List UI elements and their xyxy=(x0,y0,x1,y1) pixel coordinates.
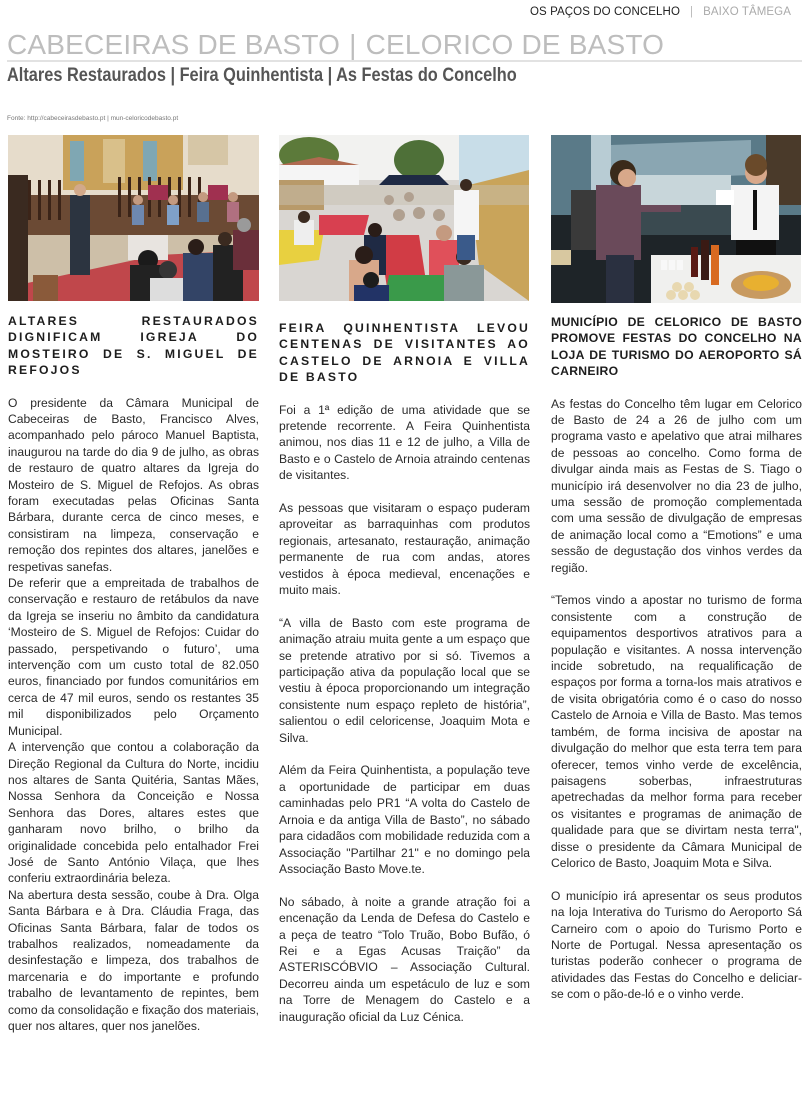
municipality-1: CABECEIRAS DE BASTO xyxy=(7,29,341,60)
airport-wine-tasting-photo xyxy=(551,135,801,303)
source-credit: Fonte: http://cabeceirasdebasto.pt | mun-celoricodebasto.pt xyxy=(7,115,179,122)
section-label[interactable]: OS PAÇOS DO CONCELHO xyxy=(529,6,680,18)
article-title: MUNICÍPIO DE CELORICO DE BASTO PROMOVE FESTAS DO CONCELHO NA LOJA DE TURISMO DO AEROPORTO SÁ CARNEIRO xyxy=(551,315,802,378)
article-paragraph: “A villa de Basto com este programa de animação atraiu muita gente a um espaço que se pretende atrativo por si só. Tivemos a participação ativa da população local que se vestiu à época proporcionando um integração consistente num espaço repleto de história”, salientou o edil celoricense, Joaquim Mota e Silva. xyxy=(279,615,530,745)
article-paragraph: No sábado, à noite a grande atração foi a encenação da Lenda de Defesa do Castelo e a peça de teatro “Tolo Truão, Bobo Bufão, ó Rei e a Egas Acusas Traição” da ASTERISCÓBVIO – Associação Cultural. Decorreu ainda um espetáculo de luz e som na Torre de Menagem do Castelo e a inauguração oficial da Luz Cénica. xyxy=(279,894,530,1024)
article-paragraph: De referir que a empreitada de trabalhos de conservação e restauro de retábulos da nave da Igreja se inseriu no âmbito da candidatura ‘Mosteiro de S. Miguel de Refojos: Cuidar do passado, perspetivando o futuro’, uma intervenção com um custo total de 82.050 euros, financiado por fundos comunitários em cerca de 47 mil euros, sendo os restantes 35 mil disponibilizados pelo Orçamento Municipal. xyxy=(8,576,259,738)
church-altar-ceremony-photo xyxy=(8,135,259,301)
article-paragraph: As festas do Concelho têm lugar em Celorico de Basto de 24 a 26 de julho com um programa vasto e apelativo que atrai milhares de pessoas ao concelho. Como forma de divulgar ainda mais as Festas de S. Tiago o município irá desenvolver no dia 23 de julho, uma sessão de promoção complementada com uma sessão de divulgação de empresas de animação local como a “Emotions” e uma sessão de degustação dos vinhos verdes da região. xyxy=(551,396,802,575)
article-paragraph: As pessoas que visitaram o espaço puderam aproveitar as barraquinhas com produtos regionais, artesanato, restauração, animação permanente de rua com andas, atores vestidos à época medieval, encenações e muito mais. xyxy=(279,501,530,598)
article-title xyxy=(8,313,259,378)
municipality-2: CELORICO DE BASTO xyxy=(365,29,665,60)
article-paragraph: Foi a 1ª edição de uma atividade que se pretende recorrente. A Feira Quinhentista animou, nos dias 11 e 12 de julho, a Villa de Basto e o Castelo de Arnoia atraindo centenas de visitantes. xyxy=(279,402,530,483)
nav-separator: | xyxy=(690,6,694,18)
header-rule xyxy=(7,60,802,62)
article-festas xyxy=(551,314,802,1003)
region-label[interactable]: BAIXO TÂMEGA xyxy=(703,6,791,18)
medieval-fair-tables-photo xyxy=(279,135,529,301)
article-title-text: FEIRA QUINHENTISTA LEVOU CENTENAS DE VISITANTES AO CASTELO DE ARNOIA E VILLA DE BASTO xyxy=(279,321,530,384)
masthead xyxy=(7,29,664,61)
article-paragraph: O presidente da Câmara Municipal de Cabeceiras de Basto, Francisco Alves, acompanhado pelo pároco Manuel Baptista, inaugurou na tarde do dia 9 de julho, as obras de restauro de quatro altares da Igreja do Mosteiro de S. Miguel de Refojos. As obras foram executadas pelas Oficinas Santa Bárbara, durante cerca de cinco meses, e consistiram na limpeza, conservação e remoção dos repintes dos altares, janelões e respetivas sanefas. xyxy=(8,395,259,574)
article-feira xyxy=(279,320,530,1025)
masthead-separator: | xyxy=(349,29,357,60)
article-paragraph: “Temos vindo a apostar no turismo de forma consistente com a construção de equipamentos desportivos atrativos para a população e visitantes. A nossa intervenção incide sobretudo, na requalificação de espaços por forma a torna-los mais atrativos e de visita obrigatória como é o caso do nosso Castelo de Arnoia e Villa de Basto. Mas temos também, de forma incisiva de apostar na divulgação do melhor que esta terra tem para oferecer, temos vinho verde de excelência, paisagens soberbas, infraestruturas apetrechadas da melhor forma para receber os visitantes e programas de animação de qualidade para que se divirtam nesta terra", disse o presidente da Câmara Municipal de Celorico de Basto, Joaquim Mota e Silva. xyxy=(551,593,802,870)
page-subtitle: Altares Restaurados | Feira Quinhentista | As Festas do Concelho xyxy=(7,65,517,86)
article-title-text: ALTARES RESTAURADOS DIGNIFICAM IGREJA DO MOSTEIRO DE S. MIGUEL DE REFOJOS xyxy=(8,314,259,377)
article-title xyxy=(279,320,530,385)
article-paragraph: Além da Feira Quinhentista, a população teve a oportunidade de participar em duas caminhadas pelo PR1 “A volta do Castelo de Arnoia e da antiga Villa de Basto”, no sábado para cidadãos com mobilidade reduzida com a Associação "Partilhar 21" e no domingo pela Associação Basto Move.te. xyxy=(279,763,530,876)
top-navigation xyxy=(530,6,791,18)
article-paragraph: O município irá apresentar os seus produtos na loja Interativa do Turismo do Aeroporto Sá Carneiro com o apoio do Turismo Porto e Norte de Portugal. Nessa apresentação os turistas poderão conhecer o programa de atividades das Festas do Concelho e deliciar-se com o pão-de-ló e o vinho verde. xyxy=(551,888,802,1002)
article-paragraph: Na abertura desta sessão, coube à Dra. Olga Santa Bárbara e à Dra. Cláudia Fraga, das Oficinas Santa Bárbara, falar de todos os trabalhos realizados, nomeadamente da desinfestação e limpeza, dos trabalhos de marcenaria e do importante e profundo trabalho de levantamento de repintes, bem como da consolidação e fixação dos materiais, quer nos altares, quer nos janelões. xyxy=(8,887,259,1034)
article-altares xyxy=(8,313,259,1034)
article-paragraph: A intervenção que contou a colaboração da Direção Regional da Cultura do Norte, incidiu nos altares de Santa Quitéria, Santas Mães, Nossa Senhora da Conceição e Nossa Senhora das Dores, altares estes que ganharam novo brilho, o brilho da originalidade concebida pelo entalhador Frei José de Santo António Vilaça, que lhes conferiu extraordinária beleza. xyxy=(8,740,259,886)
